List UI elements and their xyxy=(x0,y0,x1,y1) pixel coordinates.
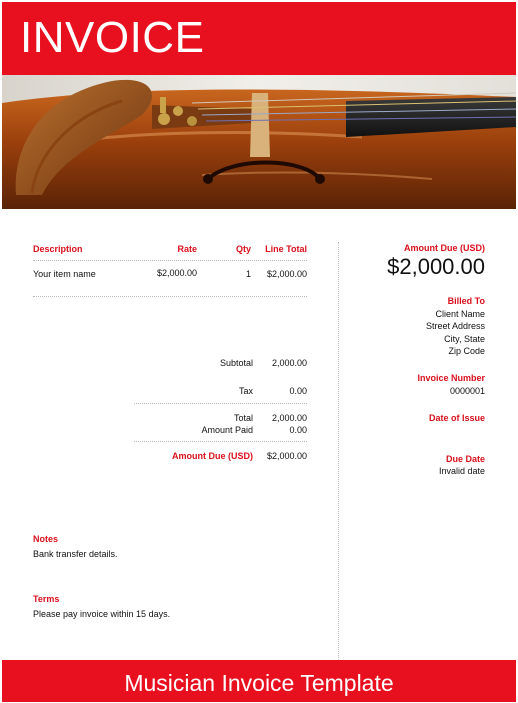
table-row-divider xyxy=(33,296,307,297)
notes-label: Notes xyxy=(33,534,59,544)
amount-due-value: $2,000.00 xyxy=(266,451,307,461)
due-date-label: Due Date xyxy=(445,454,485,464)
amount-paid-value: 0.00 xyxy=(289,425,307,435)
footer-bar xyxy=(2,660,516,702)
tax-divider xyxy=(134,403,307,404)
total-label: Total xyxy=(233,413,253,423)
tax-label: Tax xyxy=(238,386,253,396)
column-header-rate: Rate xyxy=(177,244,197,254)
billed-to-city-state: City, State xyxy=(444,333,485,344)
invoice-page xyxy=(2,2,516,702)
invoice-number-value: 0000001 xyxy=(449,386,485,396)
notes-text: Bank transfer details. xyxy=(33,549,118,559)
header-bar xyxy=(2,2,516,75)
item-rate: $2,000.00 xyxy=(156,268,197,278)
column-header-qty: Qty xyxy=(235,244,251,254)
item-description: Your item name xyxy=(33,269,96,279)
amount-paid-label: Amount Paid xyxy=(201,425,253,435)
billed-to-address xyxy=(426,308,485,357)
summary-amount-due-value: $2,000.00 xyxy=(387,254,485,279)
billed-to-street: Street Address xyxy=(425,321,485,332)
invoice-number-label: Invoice Number xyxy=(417,373,485,383)
column-header-line-total: Line Total xyxy=(265,244,307,254)
billed-to-zip: Zip Code xyxy=(448,345,485,356)
terms-text: Please pay invoice within 15 days. xyxy=(33,609,171,619)
amount-paid-divider xyxy=(134,441,307,442)
tax-value: 0.00 xyxy=(289,386,307,396)
invoice-title: INVOICE xyxy=(20,13,205,62)
due-date-value: Invalid date xyxy=(438,466,485,476)
date-of-issue-label: Date of Issue xyxy=(428,413,485,423)
item-qty: 1 xyxy=(245,269,251,279)
terms-label: Terms xyxy=(33,594,60,604)
amount-due-label: Amount Due (USD) xyxy=(172,451,253,461)
column-divider xyxy=(338,242,339,660)
billed-to-label: Billed To xyxy=(447,296,485,306)
billed-to-client-name: Client Name xyxy=(435,309,485,319)
table-header-divider xyxy=(33,260,307,261)
hero-image-violin xyxy=(2,75,516,209)
total-value: 2,000.00 xyxy=(271,413,307,423)
subtotal-label: Subtotal xyxy=(219,358,253,368)
subtotal-value: 2,000.00 xyxy=(271,358,307,368)
column-header-description: Description xyxy=(33,244,83,254)
item-line-total: $2,000.00 xyxy=(266,269,307,279)
summary-amount-due-label: Amount Due (USD) xyxy=(404,243,485,253)
footer-title: Musician Invoice Template xyxy=(124,670,394,696)
violin-illustration xyxy=(2,75,516,209)
